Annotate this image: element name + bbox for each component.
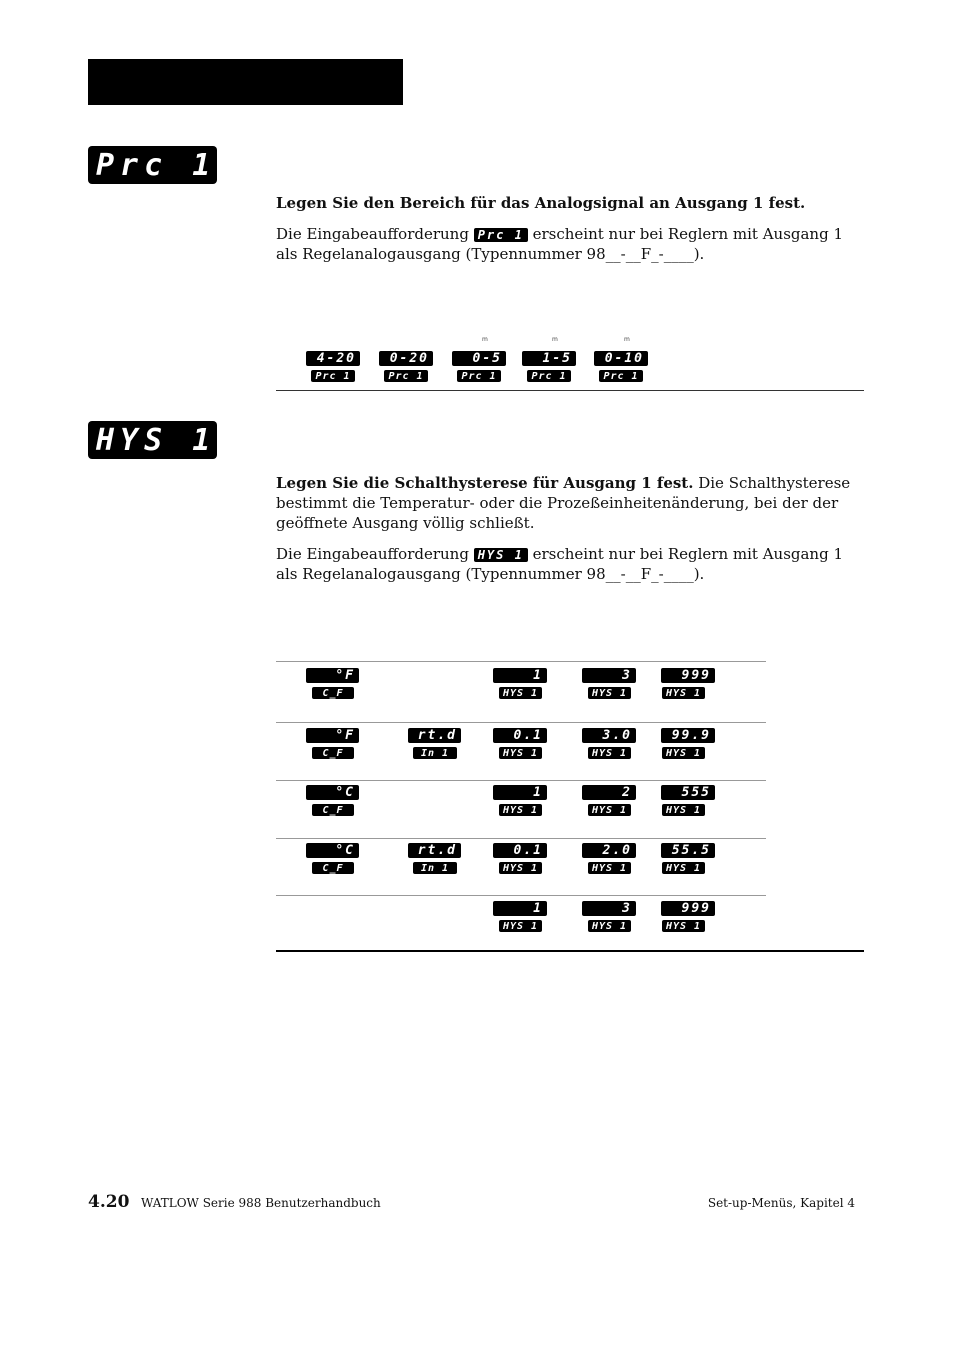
prc1-option-label: Prc 1 [599,370,643,382]
table-row-separator [276,722,766,723]
default-value-display: 2 [582,785,636,800]
unit-label: C_F [312,747,354,759]
table-row-separator [276,661,766,662]
low-value-label: HYS 1 [499,804,542,816]
section1-heading: Legen Sie den Bereich für das Analogsignal an Ausgang 1 fest. [276,194,806,212]
footer-manual-title: WATLOW Serie 988 Benutzerhandbuch [141,1196,381,1210]
section2-paragraph: Die Eingabeaufforderung HYS 1 erscheint nur bei Reglern mit Ausgang 1 als Regelanalogausgang (Typennummer 98__-__F_-____). [276,545,844,583]
option-mark: m [482,336,488,343]
high-value-label: HYS 1 [662,747,705,759]
low-value-display: 1 [493,668,547,683]
section2-heading: Legen Sie die Schalthysterese für Ausgang 1 fest. [276,474,694,492]
section1-divider [276,390,864,391]
section2-heading-paragraph: Legen Sie die Schalthysterese für Ausgang 1 fest. Die Schalthysterese bestimmt die Temperatur- oder die Prozeßeinheitenänderung, bei der der geöffnete Ausgang völlig schließt. [276,474,851,532]
table-row-separator [276,895,766,896]
default-value-display: 3 [582,668,636,683]
high-value-label: HYS 1 [662,920,705,932]
prc1-option-label: Prc 1 [311,370,355,382]
prc1-display-label [88,146,217,184]
high-value-display: 555 [661,785,715,800]
option-mark: m [552,336,558,343]
unit-label: C_F [312,804,354,816]
table-row-separator [276,780,766,781]
prc1-inline-display: Prc 1 [474,228,528,242]
low-value-display: 1 [493,785,547,800]
section1-text [276,193,861,275]
prc1-option-value: 1-5 [522,351,576,366]
prc1-option-label: Prc 1 [457,370,501,382]
high-value-label: HYS 1 [662,804,705,816]
unit-display: °F [306,728,359,743]
default-value-label: HYS 1 [588,804,631,816]
input-label: In 1 [413,862,457,874]
input-label: In 1 [413,747,457,759]
page-number: 4.20 [88,1192,130,1212]
hys1-display-text: HYS 1 [96,422,217,458]
low-value-display: 1 [493,901,547,916]
default-value-label: HYS 1 [588,687,631,699]
footer-chapter: Set-up-Menüs, Kapitel 4 [707,1196,855,1210]
unit-display: °F [306,668,359,683]
high-value-display: 999 [661,668,715,683]
low-value-label: HYS 1 [499,747,542,759]
unit-display: °C [306,843,359,858]
prc1-display-text: Prc 1 [96,147,217,183]
prc1-option-value: 0-10 [594,351,648,366]
input-display: rt.d [408,728,461,743]
section2-text [276,473,861,595]
default-value-display: 3 [582,901,636,916]
section2-divider [276,950,864,952]
low-value-label: HYS 1 [499,862,542,874]
high-value-display: 55.5 [661,843,715,858]
option-mark: m [624,336,630,343]
input-display: rt.d [408,843,461,858]
high-value-label: HYS 1 [662,862,705,874]
default-value-label: HYS 1 [588,747,631,759]
unit-label: C_F [312,687,354,699]
default-value-label: HYS 1 [588,862,631,874]
prc1-option-value: 4-20 [306,351,360,366]
high-value-display: 999 [661,901,715,916]
default-value-display: 2.0 [582,843,636,858]
default-value-display: 3.0 [582,728,636,743]
table-row-separator [276,838,766,839]
low-value-label: HYS 1 [499,920,542,932]
low-value-display: 0.1 [493,843,547,858]
high-value-display: 99.9 [661,728,715,743]
low-value-display: 0.1 [493,728,547,743]
unit-label: C_F [312,862,354,874]
chapter-header-bar [88,59,403,105]
default-value-label: HYS 1 [588,920,631,932]
section1-paragraph: Die Eingabeaufforderung Prc 1 erscheint nur bei Reglern mit Ausgang 1 als Regelanalogausgang (Typennummer 98__-__F_-____). [276,225,844,263]
hys1-display-label [88,421,217,459]
prc1-option-label: Prc 1 [527,370,571,382]
hys1-inline-display: HYS 1 [474,548,528,562]
prc1-option-value: 0-5 [452,351,506,366]
high-value-label: HYS 1 [662,687,705,699]
prc1-option-value: 0-20 [379,351,433,366]
unit-display: °C [306,785,359,800]
low-value-label: HYS 1 [499,687,542,699]
prc1-option-label: Prc 1 [384,370,428,382]
